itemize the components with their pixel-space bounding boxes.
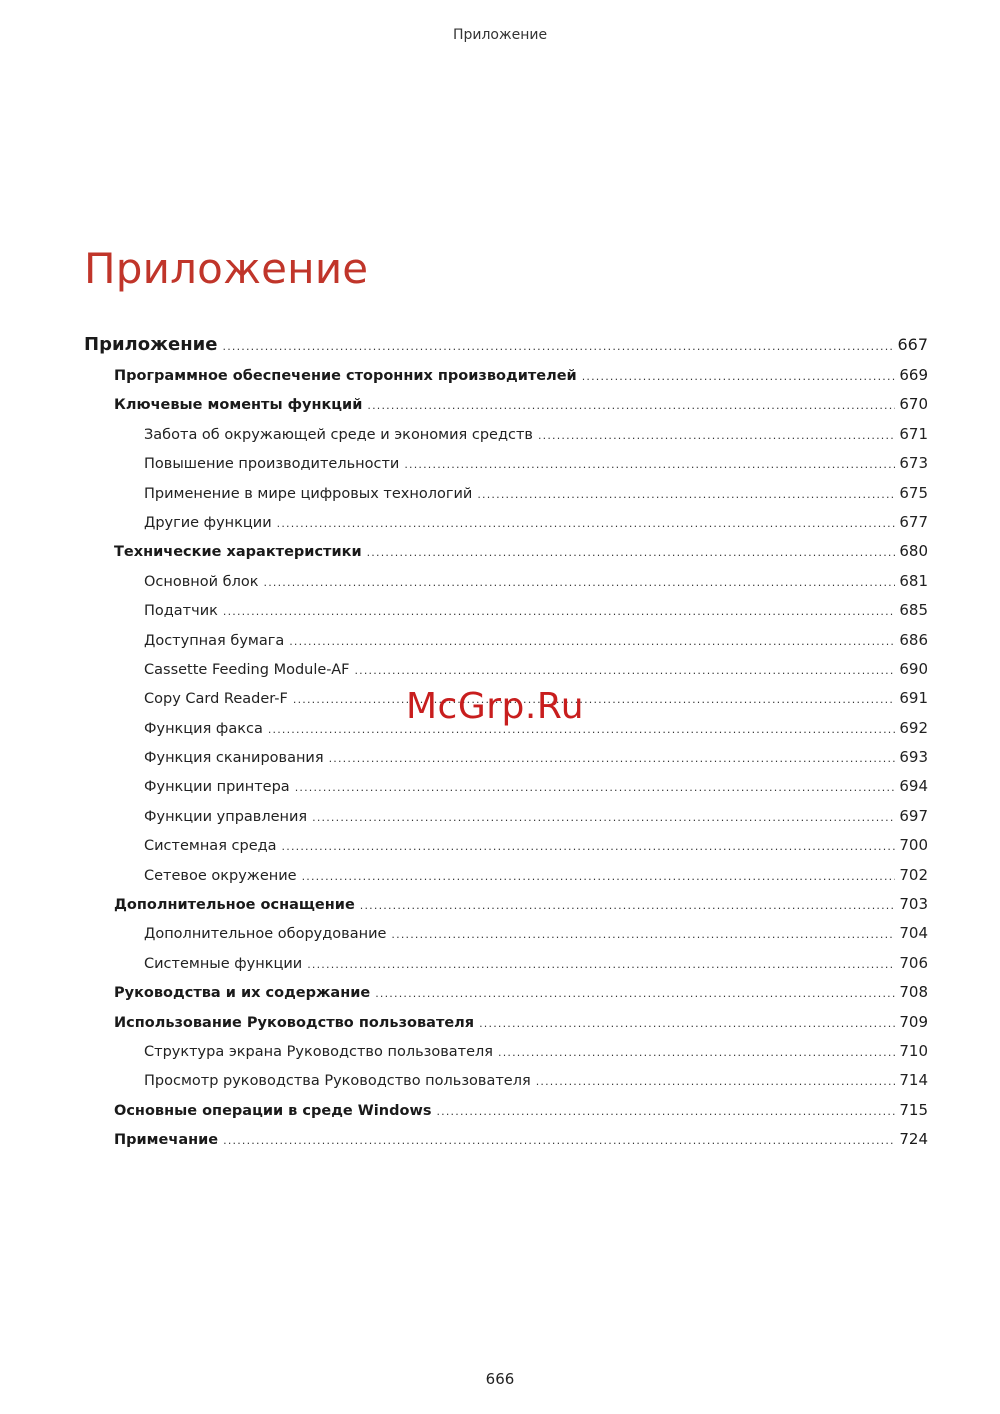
table-of-contents: [84, 334, 928, 1160]
toc-entry-page: 697: [899, 806, 928, 825]
toc-entry-page: 690: [899, 659, 928, 678]
toc-entry-label: Функция факса: [144, 720, 263, 737]
toc-entry-label: Использование Руководство пользователя: [114, 1014, 475, 1031]
toc-entry[interactable]: [84, 542, 928, 571]
toc-entry-page: 675: [899, 483, 928, 502]
toc-dot-leader: [302, 870, 895, 883]
running-header: Приложение: [452, 27, 548, 43]
toc-entry-label: Функция сканирования: [144, 750, 324, 767]
toc-entry[interactable]: [84, 1101, 928, 1130]
toc-entry[interactable]: [84, 777, 928, 806]
toc-entry-label: Применение в мире цифровых технологий: [144, 485, 473, 502]
toc-entry[interactable]: [84, 454, 928, 483]
toc-dot-leader: [367, 546, 895, 559]
toc-dot-leader: [375, 987, 895, 1000]
toc-entry-page: 715: [899, 1100, 928, 1119]
toc-entry-label: Системная среда: [144, 838, 277, 855]
toc-dot-leader: [329, 752, 895, 765]
toc-entry[interactable]: [84, 513, 928, 542]
toc-entry-page: 703: [899, 895, 928, 914]
toc-entry-label: Другие функции: [144, 514, 272, 531]
toc-entry-page: 686: [899, 630, 928, 649]
toc-dot-leader: [277, 517, 895, 530]
toc-entry[interactable]: [84, 484, 928, 513]
toc-entry-label: Просмотр руководства Руководство пользователя: [144, 1073, 531, 1090]
toc-dot-leader: [223, 605, 895, 618]
toc-entry-page: 724: [899, 1130, 928, 1149]
toc-dot-leader: [360, 899, 895, 912]
toc-entry[interactable]: [84, 1013, 928, 1042]
toc-dot-leader: [354, 664, 895, 677]
toc-entry-page: 706: [899, 953, 928, 972]
toc-entry-label: Программное обеспечение сторонних производителей: [114, 368, 577, 384]
toc-dot-leader: [223, 340, 895, 353]
toc-dot-leader: [498, 1046, 895, 1059]
toc-entry-label: Дополнительное оснащение: [114, 897, 355, 914]
toc-dot-leader: [264, 576, 895, 589]
toc-entry-page: 693: [899, 748, 928, 767]
toc-entry-page: 680: [899, 542, 928, 561]
toc-entry[interactable]: [84, 924, 928, 953]
toc-entry-page: 694: [899, 777, 928, 796]
toc-entry-page: 670: [899, 395, 928, 414]
toc-entry-page: 691: [899, 689, 928, 708]
toc-entry[interactable]: [84, 1130, 928, 1159]
toc-entry-label: Copy Card Reader-F: [144, 691, 288, 708]
toc-entry-label: Приложение: [84, 334, 218, 355]
toc-entry-label: Ключевые моменты функций: [114, 397, 363, 414]
page-number: 666: [485, 1370, 515, 1388]
toc-entry[interactable]: [84, 572, 928, 601]
toc-dot-leader: [391, 928, 895, 941]
toc-dot-leader: [293, 693, 895, 706]
toc-entry[interactable]: [84, 366, 928, 395]
toc-entry[interactable]: [84, 954, 928, 983]
toc-entry[interactable]: [84, 1071, 928, 1100]
toc-dot-leader: [367, 399, 895, 412]
toc-entry-label: Доступная бумага: [144, 632, 285, 649]
toc-entry-page: 702: [899, 865, 928, 884]
toc-entry-label: Повышение производительности: [144, 456, 400, 473]
toc-dot-leader: [477, 488, 895, 501]
toc-dot-leader: [295, 781, 895, 794]
toc-entry[interactable]: [84, 395, 928, 424]
toc-dot-leader: [436, 1105, 895, 1118]
chapter-title: Приложение: [84, 244, 369, 293]
toc-entry-page: 667: [897, 335, 928, 354]
toc-entry[interactable]: [84, 748, 928, 777]
toc-entry[interactable]: [84, 425, 928, 454]
toc-entry-page: 681: [899, 571, 928, 590]
toc-entry[interactable]: [84, 631, 928, 660]
toc-dot-leader: [307, 958, 895, 971]
toc-dot-leader: [223, 1134, 895, 1147]
toc-dot-leader: [282, 840, 895, 853]
toc-entry-label: Сетевое окружение: [144, 867, 297, 884]
toc-entry-label: Cassette Feeding Module-AF: [144, 661, 350, 678]
toc-entry-page: 700: [899, 836, 928, 855]
toc-entry[interactable]: [84, 836, 928, 865]
toc-dot-leader: [582, 370, 895, 383]
toc-entry-label: Забота об окружающей среде и экономия средств: [144, 426, 533, 443]
toc-entry[interactable]: [84, 807, 928, 836]
toc-entry-label: Податчик: [144, 603, 218, 620]
toc-entry[interactable]: [84, 983, 928, 1012]
toc-entry-label: Дополнительное оборудование: [144, 926, 387, 943]
toc-entry-page: 714: [899, 1071, 928, 1090]
toc-dot-leader: [479, 1017, 895, 1030]
toc-entry-label: Технические характеристики: [114, 544, 362, 561]
toc-entry-page: 709: [899, 1012, 928, 1031]
toc-dot-leader: [404, 458, 895, 471]
toc-entry[interactable]: [84, 895, 928, 924]
toc-dot-leader: [536, 1075, 895, 1088]
toc-entry[interactable]: [84, 866, 928, 895]
toc-entry-page: 677: [899, 512, 928, 531]
toc-entry-label: Функции управления: [144, 808, 308, 825]
toc-entry-label: Системные функции: [144, 955, 303, 972]
toc-entry[interactable]: [84, 334, 928, 366]
toc-entry-label: Основные операции в среде Windows: [114, 1102, 432, 1119]
toc-entry-page: 669: [899, 366, 928, 384]
toc-dot-leader: [538, 429, 895, 442]
toc-entry-label: Структура экрана Руководство пользователя: [144, 1043, 493, 1060]
toc-entry-page: 708: [899, 983, 928, 1002]
watermark: McGrp.Ru: [406, 686, 585, 727]
toc-entry-page: 685: [899, 601, 928, 620]
toc-entry-page: 673: [899, 454, 928, 473]
toc-entry-label: Основной блок: [144, 573, 259, 590]
toc-entry-page: 692: [899, 718, 928, 737]
toc-entry-page: 671: [899, 424, 928, 443]
toc-entry[interactable]: [84, 601, 928, 630]
toc-entry[interactable]: [84, 660, 928, 689]
toc-entry-label: Руководства и их содержание: [114, 985, 371, 1002]
toc-entry[interactable]: [84, 1042, 928, 1071]
toc-entry-label: Функции принтера: [144, 779, 290, 796]
toc-dot-leader: [312, 811, 895, 824]
toc-entry-page: 710: [899, 1041, 928, 1060]
toc-entry-label: Примечание: [114, 1132, 219, 1149]
toc-entry-page: 704: [899, 924, 928, 943]
toc-dot-leader: [289, 635, 895, 648]
